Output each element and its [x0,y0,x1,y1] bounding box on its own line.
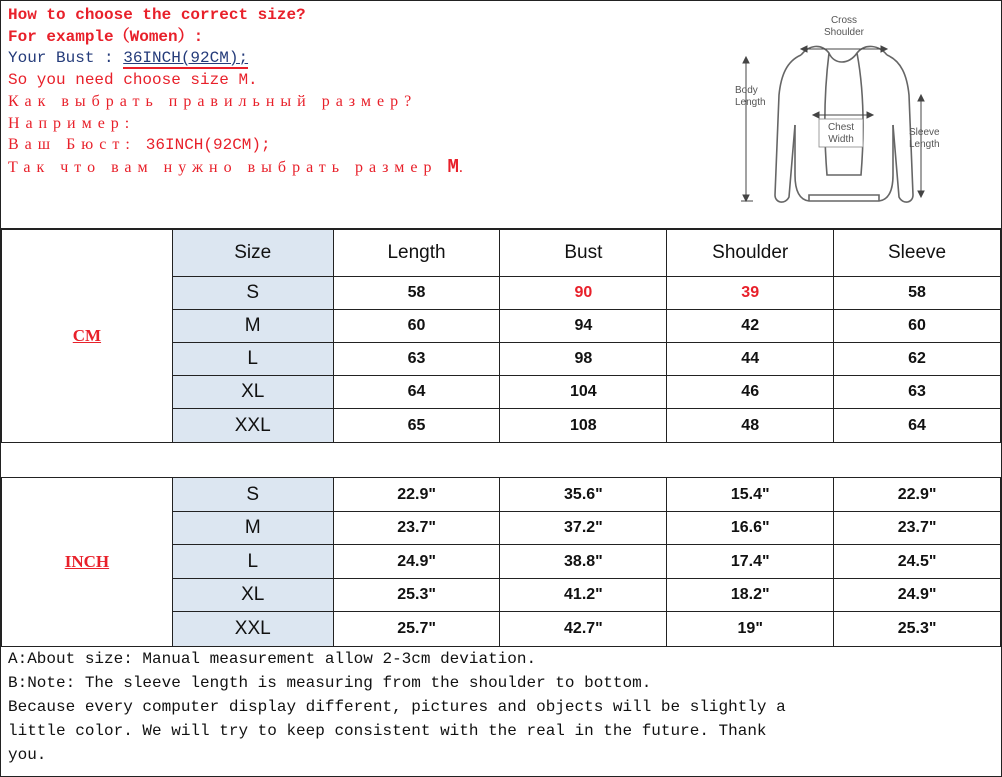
size-cell: XXL [172,612,333,647]
size-cell: XL [172,579,333,612]
sleeve-cell: 64 [834,409,1001,443]
sleeve-cell: 25.3" [834,612,1001,647]
table-header-row [2,230,1001,277]
length-cell: 65 [333,409,500,443]
shoulder-cell: 18.2" [667,579,834,612]
note-line: Because every computer display different, pictures and objects will be slightly a [8,698,786,716]
advice-end-ru: . [458,158,469,176]
size-cell: XXL [172,409,333,443]
header-bust: Bust [500,230,667,277]
header-sleeve: Sleeve [834,230,1001,277]
bust-cell: 98 [500,343,667,376]
length-cell: 60 [333,310,500,343]
table-spacer [1,442,1001,478]
guide-bust-line-ru [8,134,469,157]
length-cell: 25.3" [333,579,500,612]
length-cell: 23.7" [333,512,500,545]
guide-title-ru: Как выбрать правильный размер? [8,93,418,110]
length-cell: 22.9" [333,478,500,512]
length-cell: 63 [333,343,500,376]
bust-cell: 90 [500,277,667,310]
guide-example: For example（Women）: [8,27,204,46]
bust-cell: 35.6" [500,478,667,512]
guide-advice-ru [8,157,469,180]
bust-prefix-ru: Ваш Бюст: [8,136,146,153]
shoulder-cell: 39 [667,277,834,310]
advice-prefix-ru: Так что вам нужно выбрать размер [8,158,448,176]
inch-size-section [1,477,1001,647]
label-chest-width: Width [828,134,854,145]
cm-size-section [1,229,1001,442]
label-sleeve-length: Length [909,139,940,150]
size-notes [8,647,993,767]
cm-unit-label: CM [2,230,173,443]
bust-prefix: Your Bust : [8,49,124,67]
header-shoulder: Shoulder [667,230,834,277]
bust-value: 36INCH(92CM); [123,49,249,67]
length-cell: 24.9" [333,545,500,579]
table-row [2,478,1001,512]
label-sleeve: Sleeve [909,127,940,138]
label-body: Body [735,85,758,96]
note-line: A:About size: Manual measurement allow 2-3cm deviation. [8,650,537,668]
advice-size-ru: M [447,155,459,178]
inch-unit-label: INCH [2,478,173,647]
header-size: Size [172,230,333,277]
label-cross: Cross [830,15,858,26]
length-cell: 25.7" [333,612,500,647]
shoulder-cell: 44 [667,343,834,376]
bust-value-ru: 36INCH(92CM); [145,136,271,154]
inch-size-table [1,477,1001,647]
bust-cell: 41.2" [500,579,667,612]
guide-bust-line [8,48,469,70]
shoulder-cell: 19" [667,612,834,647]
sleeve-cell: 60 [834,310,1001,343]
bust-cell: 104 [500,376,667,409]
length-cell: 58 [333,277,500,310]
note-line: little color. We will try to keep consistent with the real in the future. Thank [8,722,767,740]
shoulder-cell: 48 [667,409,834,443]
length-cell: 64 [333,376,500,409]
label-chest: Chest [827,122,855,133]
bust-cell: 108 [500,409,667,443]
bust-cell: 94 [500,310,667,343]
shoulder-cell: 16.6" [667,512,834,545]
size-guide-instructions [8,5,469,179]
size-cell: M [172,310,333,343]
label-shoulder: Shoulder [823,27,865,38]
sleeve-cell: 62 [834,343,1001,376]
measurement-diagram [729,15,961,220]
guide-advice: So you need choose size M. [8,70,258,89]
chest-width-arrow [813,112,873,118]
header-length: Length [333,230,500,277]
sleeve-cell: 58 [834,277,1001,310]
sleeve-cell: 22.9" [834,478,1001,512]
sleeve-cell: 23.7" [834,512,1001,545]
shoulder-cell: 42 [667,310,834,343]
guide-title: How to choose the correct size? [8,6,306,24]
sleeve-cell: 63 [834,376,1001,409]
shoulder-cell: 15.4" [667,478,834,512]
bust-cell: 37.2" [500,512,667,545]
size-cell: L [172,343,333,376]
note-line: you. [8,746,47,764]
size-cell: L [172,545,333,579]
size-cell: XL [172,376,333,409]
guide-example-ru: Например: [8,114,136,132]
body-length-arrow [741,57,753,201]
sleeve-cell: 24.5" [834,545,1001,579]
size-cell: M [172,512,333,545]
shoulder-cell: 46 [667,376,834,409]
size-guide-header [1,1,1001,229]
shoulder-cell: 17.4" [667,545,834,579]
bust-cell: 42.7" [500,612,667,647]
size-cell: S [172,478,333,512]
note-line: B:Note: The sleeve length is measuring from the shoulder to bottom. [8,674,652,692]
label-body-length: Length [735,97,766,108]
size-cell: S [172,277,333,310]
bust-cell: 38.8" [500,545,667,579]
sleeve-cell: 24.9" [834,579,1001,612]
cm-size-table [1,229,1001,443]
